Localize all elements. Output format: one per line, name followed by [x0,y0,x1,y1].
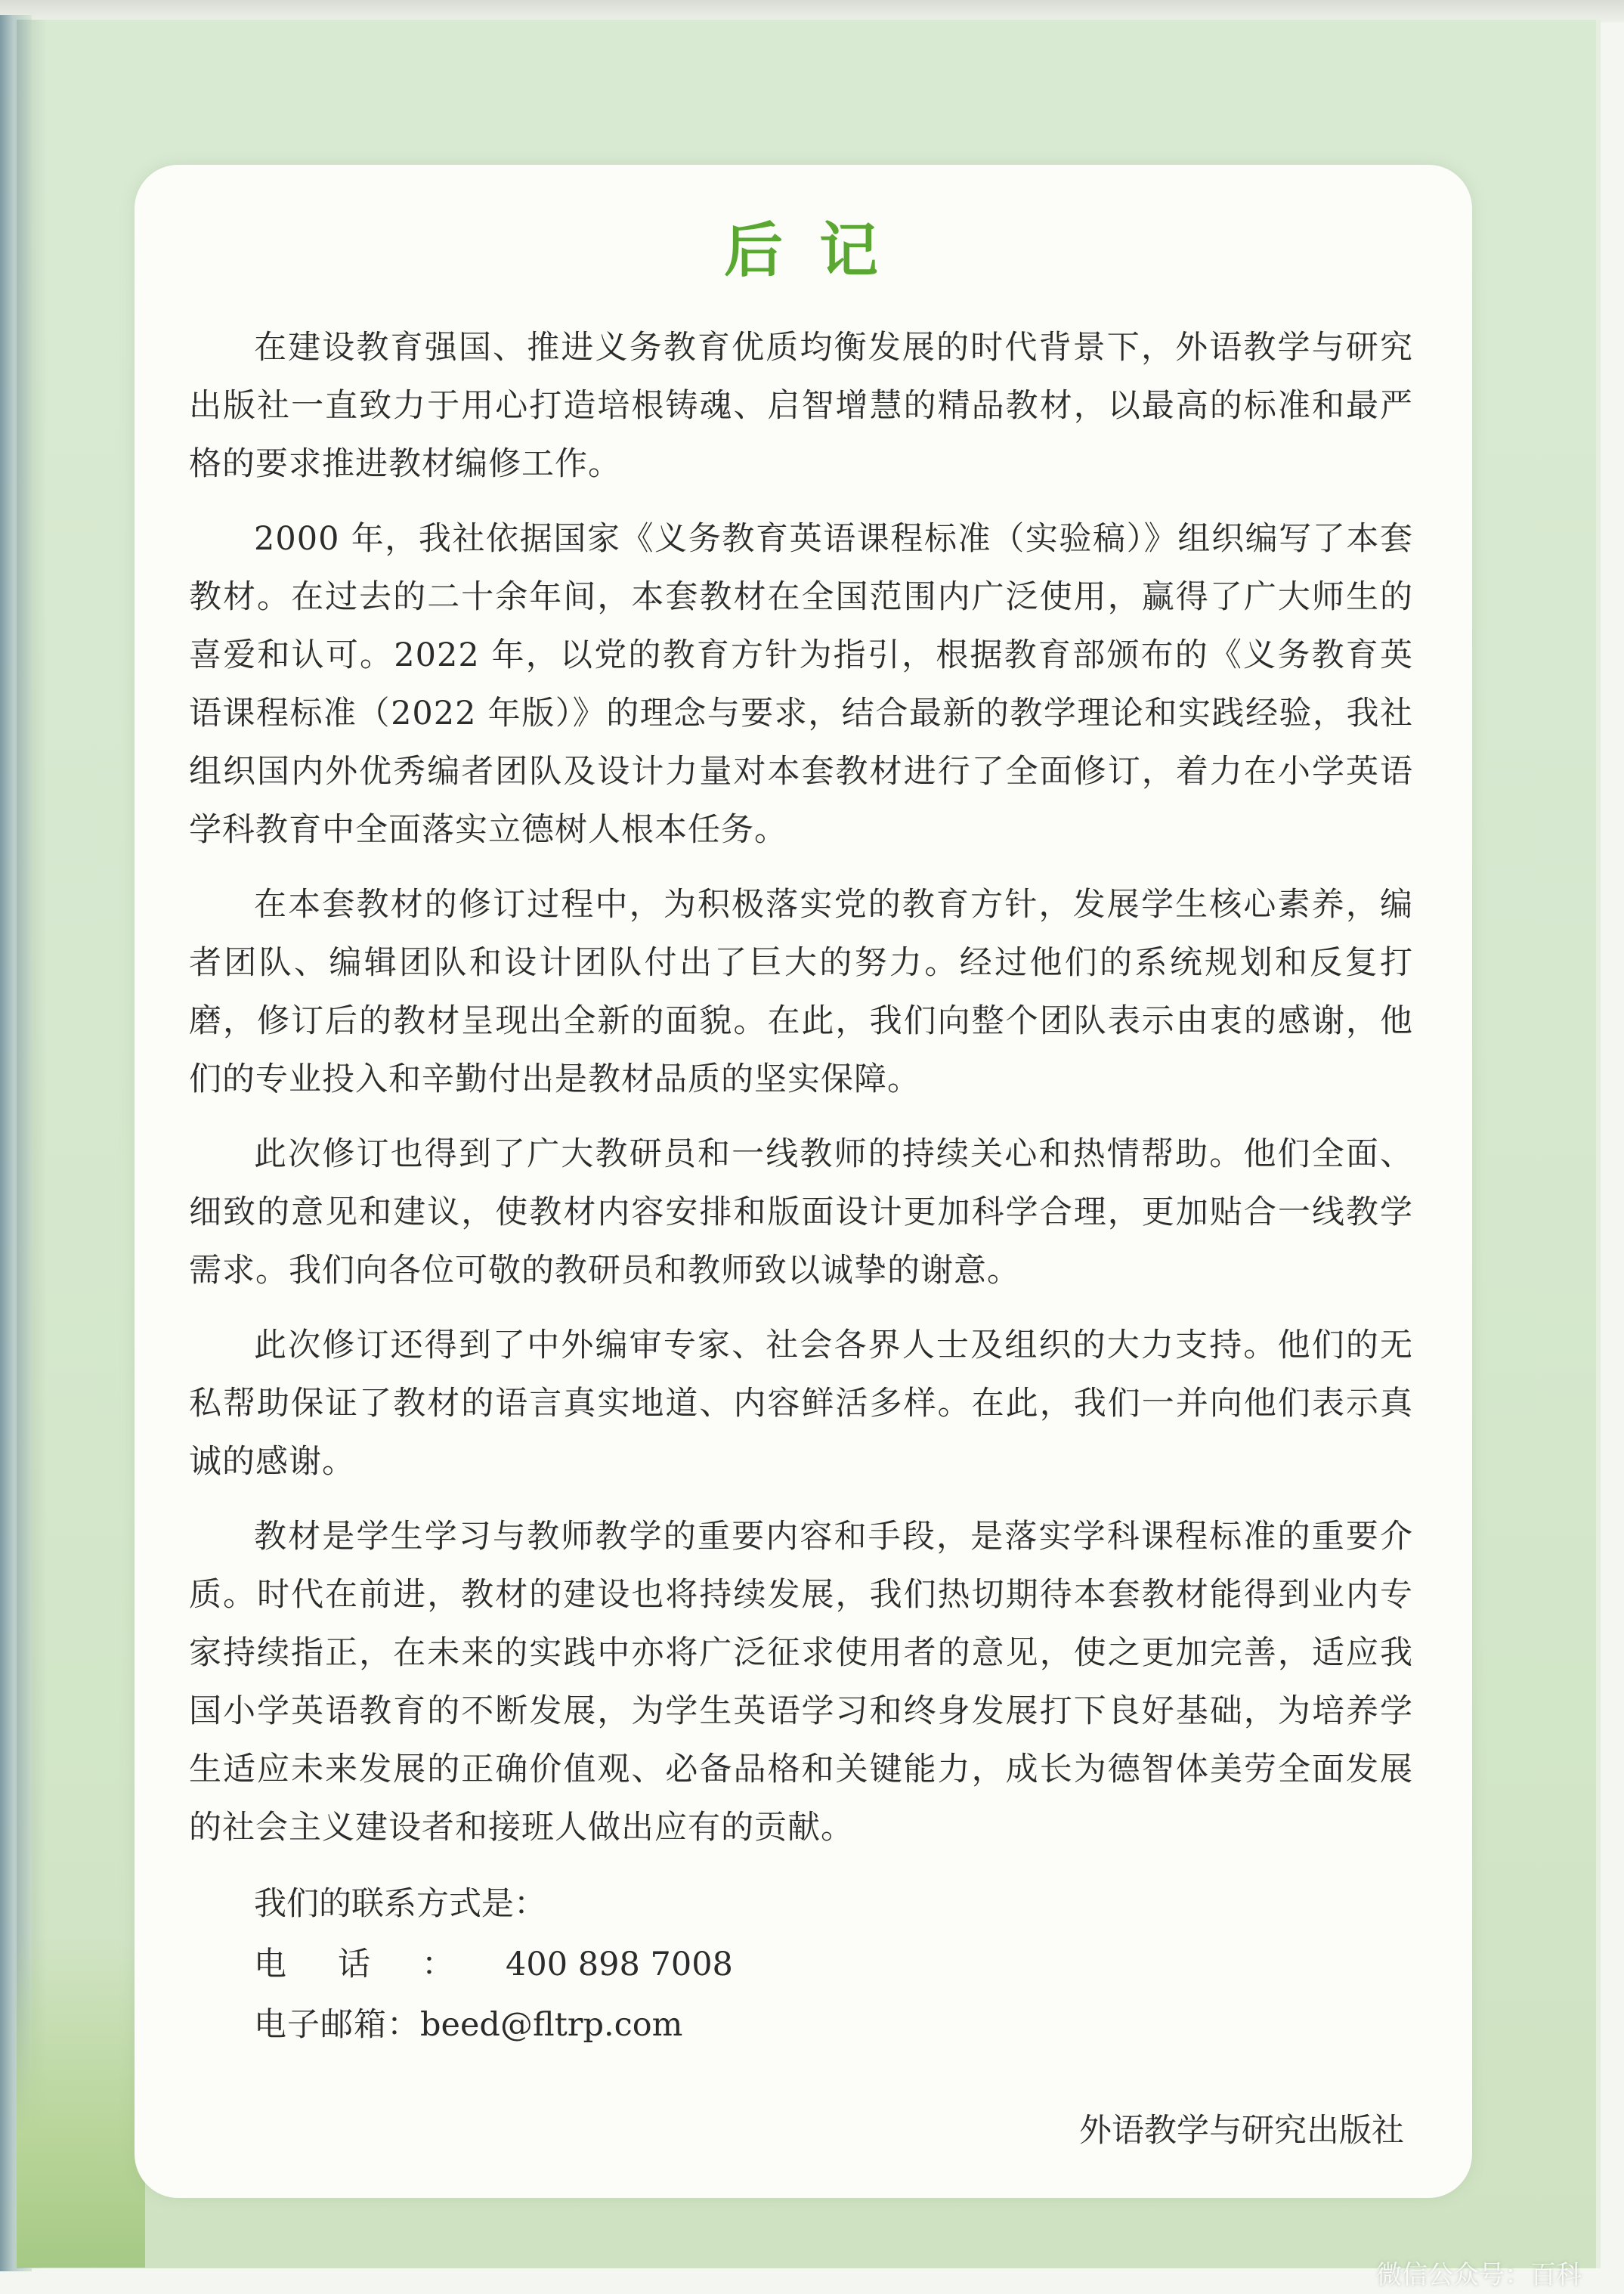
paragraph-intro: 在建设教育强国、推进义务教育优质均衡发展的时代背景下，外语教学与研究出版社一直致力于用心打造培根铸魂、启智增慧的精品教材，以最高的标准和最严格的要求推进教材编修工作。 [189,329,1413,483]
phone-number: 400 898 7008 [506,1946,733,1983]
paragraph-teacher-thanks: 此次修订也得到了广大教研员和一线教师的持续关心和热情帮助。他们全面、细致的意见和建议，使教材内容安排和版面设计更加科学合理，更加贴合一线教学需求。我们向各位可敬的教研员和教师致以诚挚的谢意。 [189,1135,1413,1289]
paragraph-team-thanks: 在本套教材的修订过程中，为积极落实党的教育方针，发展学生核心素养，编者团队、编辑团队和设计团队付出了巨大的努力。经过他们的系统规划和反复打磨，修订后的教材呈现出全新的面貌。在此，我们向整个团队表示由衷的感谢，他们的专业投入和辛勤付出是教材品质的坚实保障。 [189,886,1413,1098]
wechat-watermark: 微信公众号：百科 [1376,2260,1582,2290]
page-gutter-shadow [17,20,47,2268]
phone-label: 电话： [254,1946,506,1983]
email-label: 电子邮箱： [254,2006,420,2044]
contact-intro: 我们的联系方式是： [254,1885,546,1923]
contact-email-row [254,1995,1413,2055]
contact-block [189,1874,1413,2055]
page-title: 后记 [723,217,914,285]
grass-decoration [17,1935,145,2268]
afterword-content [189,213,1413,2161]
publisher-signature: 外语教学与研究出版社 [1079,2112,1404,2150]
email-address: beed@fltrp.com [420,2006,683,2044]
afterword-card [135,165,1472,2198]
paragraph-history: 2000 年，我社依据国家《义务教育英语课程标准（实验稿）》组织编写了本套教材。在过去的二十余年间，本套教材在全国范围内广泛使用，赢得了广大师生的喜爱和认可。2022 年，以党的教育方针为指引，根据教育部颁布的《义务教育英语课程标准（2022 年版）》的理念与要求，结合最新的教学理论和实践经验，我社组织国内外优秀编者团队及设计力量对本套教材进行了全面修订，着力在小学英语学科教育中全面落实立德树人根本任务。 [189,520,1413,849]
contact-phone-row [254,1934,1413,1995]
paragraph-outlook: 教材是学生学习与教师教学的重要内容和手段，是落实学科课程标准的重要介质。时代在前进，教材的建设也将持续发展，我们热切期待本套教材能得到业内专家持续指正，在未来的实践中亦将广泛征求使用者的意见，使之更加完善，适应我国小学英语教育的不断发展，为学生英语学习和终身发展打下良好基础，为培养学生适应未来发展的正确价值观、必备品格和关键能力，成长为德智体美劳全面发展的社会主义建设者和接班人做出应有的贡献。 [189,1518,1413,1847]
paragraph-expert-thanks: 此次修订还得到了中外编审专家、社会各界人士及组织的大力支持。他们的无私帮助保证了教材的语言真实地道、内容鲜活多样。在此，我们一并向他们表示真诚的感谢。 [189,1327,1413,1481]
